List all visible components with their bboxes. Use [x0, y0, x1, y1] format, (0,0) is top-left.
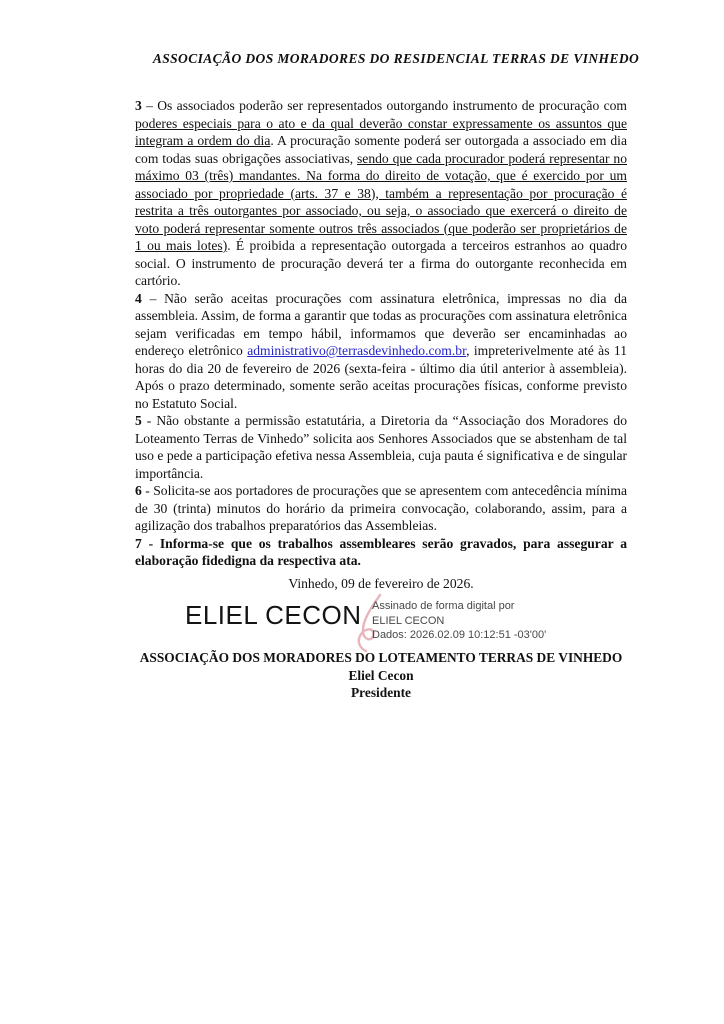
paragraph-segment: . É proibida a representação outorgada a terceiros estranhos ao quadro social. O instrumento de procuração deverá ter a firma do outorgante reconhecida em cartório.: [135, 238, 627, 288]
paragraph-segment: . A procuração somente poderá ser outorgada a associado em dia com todas suas obrigações associativas,: [135, 133, 627, 166]
paragraph: [135, 412, 627, 482]
footer-signer-role: Presidente: [351, 685, 411, 701]
signature-details-line2: ELIEL CECON: [372, 614, 445, 627]
paragraph-segment: - Solicita-se aos portadores de procurações que se apresentem com antecedência mínima de 30 (trinta) minutos do horário da primeira convocação, colaborando, assim, para a agilização dos trabalhos preparatórios das Assembleias.: [135, 483, 627, 533]
paragraph-segment: 6: [135, 483, 142, 498]
paragraph: [135, 482, 627, 535]
date-line: Vinhedo, 09 de fevereiro de 2026.: [288, 576, 474, 591]
document-footer: [135, 649, 627, 702]
signature-details: [372, 599, 546, 643]
paragraph-segment: 4: [135, 290, 150, 306]
signature-details-line1: Assinado de forma digital por: [372, 600, 515, 612]
paragraph-segment: – Os associados poderão ser representados outorgando instrumento de procuração com: [146, 98, 627, 113]
footer-signer-name: Eliel Cecon: [348, 667, 414, 683]
footer-organization: ASSOCIAÇÃO DOS MORADORES DO LOTEAMENTO TERRAS DE VINHEDO: [139, 650, 623, 665]
paragraph: [135, 97, 627, 290]
document-header-title: ASSOCIAÇÃO DOS MORADORES DO RESIDENCIAL TERRAS DE VINHEDO: [152, 51, 640, 66]
paragraph-segment: poderes especiais para o ato e da qual deverão constar expressamente os assuntos que integram a ordem do dia: [135, 115, 627, 148]
document-body: [135, 97, 627, 570]
signature-name-text: ELIEL CECON: [185, 600, 362, 630]
signature-details-line3: Dados: 2026.02.09 10:12:51 -03'00': [372, 629, 547, 642]
paragraph-segment: - Não obstante a permissão estatutária, a Diretoria da “Associação dos Moradores do Loteamento Terras de Vinhedo” solicita aos Senhores Associados que se abstenham de tal uso e pede a participação efetiva nessa Assembleia, cuja pauta é significativa e de singular importância.: [135, 413, 627, 481]
paragraph-segment: – Não serão aceitas procurações com assinatura eletrônica, impressas no dia da assembleia. Assim, de forma a garantir que todas as procurações com assinatura eletrônica sejam verificadas em tempo hábil, informamos que deverão ser encaminhadas ao endereço eletrônico: [135, 290, 627, 358]
email-link[interactable]: administrativo@terrasdevinhedo.com.br: [247, 343, 467, 358]
paragraph-segment: 7 - Informa-se que os trabalhos assembleares serão gravados, para assegurar a elaboração fidedigna da respectiva ata.: [135, 535, 627, 568]
digital-signature-block: [185, 592, 615, 656]
paragraph-segment: 3: [135, 98, 147, 113]
paragraph: [135, 535, 627, 570]
paragraph-segment: sendo que cada procurador poderá representar no máximo 03 (três) mandantes. Na forma do direito de votação, que é exercido por um associado por propriedade (arts. 37 e 38), também a representação por procuração é restrita a três outorgantes por associado, ou seja, o associado que exercerá o direito de voto poderá representar somente outros três associados (que poderão ser proprietários de 1 ou mais lotes): [135, 150, 627, 253]
paragraph-segment: , impreterivelmente até às 11 horas do dia 20 de fevereiro de 2026 (sexta-feira - último dia útil anterior à assembleia). Após o prazo determinado, somente serão aceitas procurações físicas, conforme previsto no Estatuto Social.: [135, 343, 627, 411]
paragraph-segment: 5: [135, 413, 142, 428]
paragraph: [135, 290, 627, 413]
